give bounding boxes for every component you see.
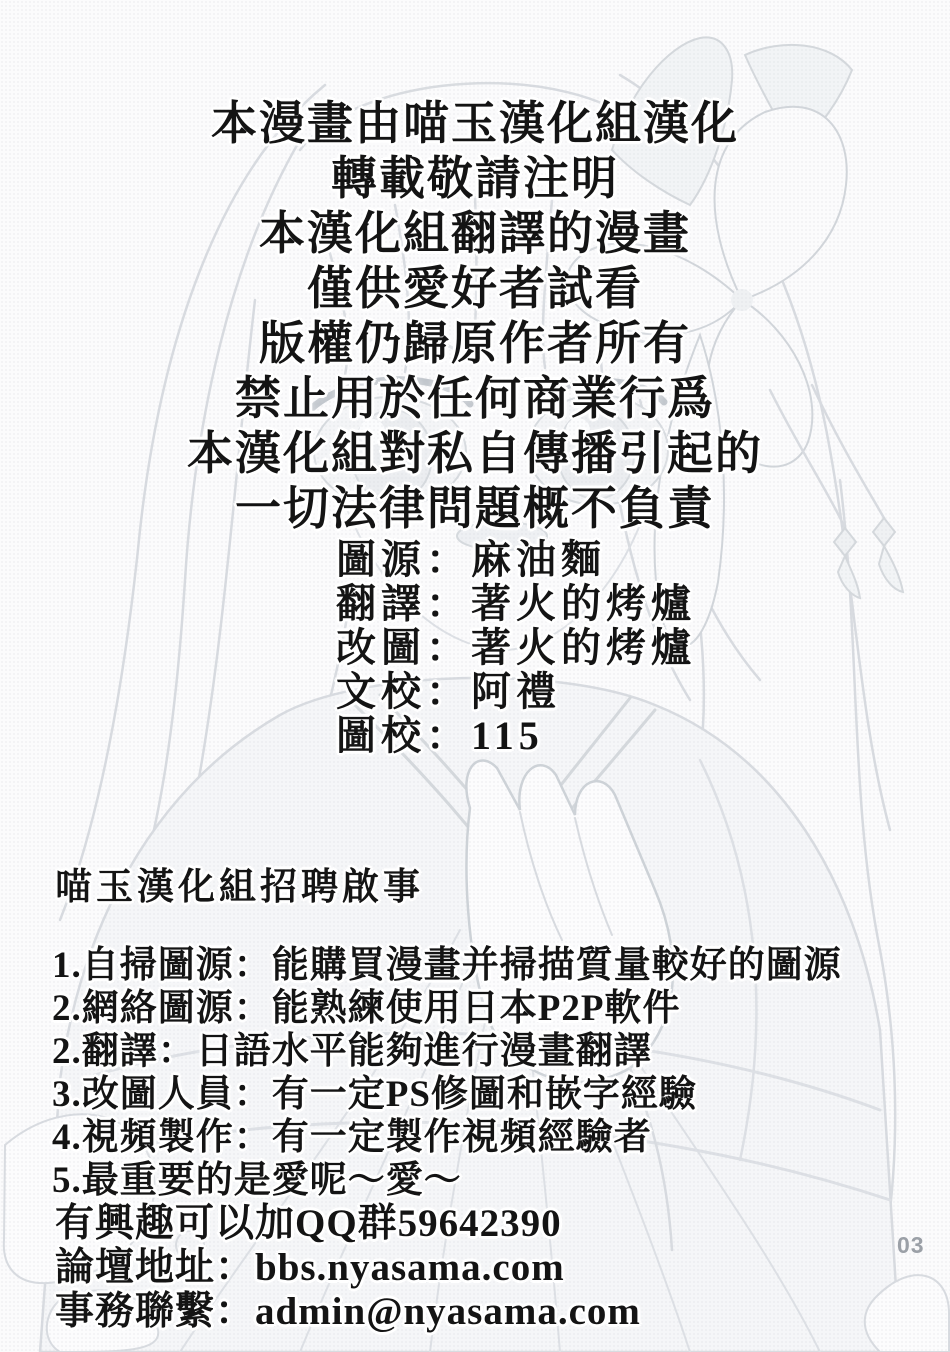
notice-line: 轉載敬請注明 (331, 153, 619, 204)
recruitment-list (52, 944, 842, 1202)
notice-line: 禁止用於任何商業行爲 (235, 373, 715, 424)
recruitment-item: 1.自掃圖源：能購買漫畫并掃描質量較好的圖源 (52, 945, 842, 986)
credit-line: 翻譯：著火的烤爐 (336, 581, 696, 626)
credit-line: 文校：阿禮 (336, 669, 561, 714)
contact-block (55, 1202, 641, 1334)
notice-line: 本漫畫由喵玉漢化組漢化 (211, 98, 739, 149)
contact-qq-line: 有興趣可以加QQ群59642390 (55, 1202, 562, 1245)
credit-line: 圖校：115 (336, 713, 544, 758)
notice-block (0, 96, 950, 536)
contact-forum-line: 論壇地址：bbs.nyasama.com (55, 1246, 565, 1289)
notice-line: 本漢化組對私自傳播引起的 (187, 428, 763, 479)
credit-line: 圖源：麻油麵 (336, 537, 606, 582)
credits-block (336, 538, 696, 758)
recruitment-heading: 喵玉漢化組招聘啟事 (55, 867, 424, 908)
notice-line: 一切法律問題概不負責 (235, 483, 715, 534)
recruitment-item: 5.最重要的是愛呢～愛～ (52, 1160, 462, 1201)
recruitment-item: 3.改圖人員：有一定PS修圖和嵌字經驗 (52, 1074, 697, 1115)
recruitment-item: 4.視頻製作：有一定製作視頻經驗者 (52, 1117, 652, 1158)
credit-line: 改圖：著火的烤爐 (336, 625, 696, 670)
notice-line: 僅供愛好者試看 (307, 263, 643, 314)
page-number: 03 (897, 1232, 925, 1258)
recruitment-item: 2.網絡圖源：能熟練使用日本P2P軟件 (52, 988, 681, 1029)
notice-line: 版權仍歸原作者所有 (259, 318, 691, 369)
recruitment-item: 2.翻譯：日語水平能夠進行漫畫翻譯 (52, 1031, 652, 1072)
notice-line: 本漢化組翻譯的漫畫 (259, 208, 691, 259)
contact-email-line: 事務聯繫：admin@nyasama.com (55, 1290, 641, 1333)
